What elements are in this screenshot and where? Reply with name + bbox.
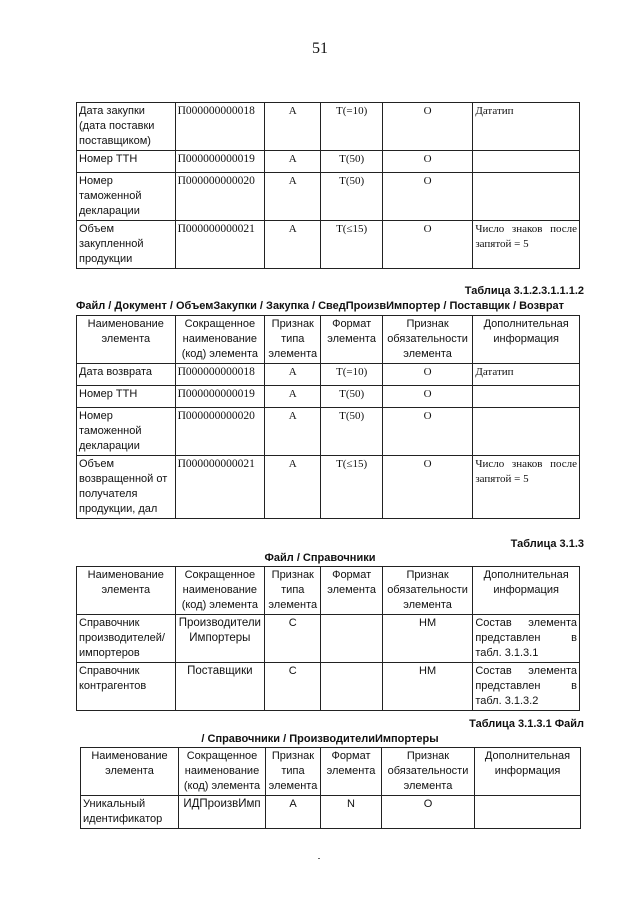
table-row xyxy=(77,663,580,711)
table-row xyxy=(77,151,580,173)
cell-format: Т(50) xyxy=(321,386,382,408)
cell-type-flag: А xyxy=(265,173,321,221)
table-path: Файл / Документ / ОбъемЗакупки / Закупка / СведПроизвИмпортер / Поставщик / Возврат xyxy=(75,300,565,312)
cell-element-code: П000000000020 xyxy=(175,173,265,221)
cell-additional-info xyxy=(473,151,580,173)
cell-element-name: Номер ТТН xyxy=(77,386,176,408)
cell-required-flag: О xyxy=(382,173,473,221)
table-row xyxy=(77,221,580,269)
table-header-row xyxy=(81,748,581,796)
column-header: Дополнительная информация xyxy=(473,316,580,364)
cell-format xyxy=(321,663,382,711)
column-header: Признак типа элемента xyxy=(265,316,321,364)
table-label: Таблица 3.1.3.1 Файл xyxy=(469,718,584,730)
table-label: Таблица 3.1.2.3.1.1.1.2 xyxy=(464,285,584,297)
cell-required-flag: О xyxy=(382,408,473,456)
table-row xyxy=(77,615,580,663)
column-header: Признак обязательности элемента xyxy=(382,316,473,364)
cell-additional-info: Состав элемента представлен в табл. 3.1.3.2 xyxy=(473,663,580,711)
cell-additional-info xyxy=(475,796,581,829)
cell-format: Т(50) xyxy=(321,173,382,221)
cell-required-flag: НМ xyxy=(382,615,473,663)
cell-required-flag: НМ xyxy=(382,663,473,711)
scan-mark xyxy=(318,858,320,859)
cell-format: Т(≤15) xyxy=(321,221,382,269)
table-row xyxy=(77,408,580,456)
table-label: Таблица 3.1.3 xyxy=(510,538,584,550)
cell-element-name: Справочник производителей/ импортеров xyxy=(77,615,176,663)
cell-additional-info xyxy=(473,386,580,408)
cell-additional-info: Число знаков после запятой = 5 xyxy=(473,456,580,519)
cell-additional-info: Число знаков после запятой = 5 xyxy=(473,221,580,269)
table-path: Файл / Справочники xyxy=(264,552,376,564)
cell-required-flag: О xyxy=(382,151,473,173)
column-header: Дополнительная информация xyxy=(475,748,581,796)
cell-element-code: П000000000021 xyxy=(175,456,265,519)
cell-element-code: П000000000021 xyxy=(175,221,265,269)
cell-type-flag: А xyxy=(265,103,321,151)
cell-type-flag: А xyxy=(266,796,321,829)
cell-type-flag: А xyxy=(265,364,321,386)
cell-element-code: ПроизводителиИмпортеры xyxy=(175,615,265,663)
table-row xyxy=(77,456,580,519)
column-header: Сокращенное наименование (код) элемента xyxy=(179,748,266,796)
cell-element-code: ИДПроизвИмп xyxy=(179,796,266,829)
page-number: 51 xyxy=(312,40,328,57)
cell-additional-info: Состав элемента представлен в табл. 3.1.3.1 xyxy=(473,615,580,663)
column-header: Наименование элемента xyxy=(81,748,179,796)
column-header: Сокращенное наименование (код) элемента xyxy=(175,567,265,615)
cell-element-code: П000000000019 xyxy=(175,151,265,173)
cell-element-name: Номер таможенной декларации xyxy=(77,173,176,221)
column-header: Признак типа элемента xyxy=(266,748,321,796)
column-header: Признак обязательности элемента xyxy=(382,748,475,796)
table-producers-importers xyxy=(80,747,581,829)
column-header: Формат элемента xyxy=(321,567,382,615)
column-header: Признак обязательности элемента xyxy=(382,567,473,615)
cell-type-flag: С xyxy=(265,663,321,711)
cell-required-flag: О xyxy=(382,456,473,519)
column-header: Формат элемента xyxy=(321,748,382,796)
cell-type-flag: А xyxy=(265,408,321,456)
table-purchase-continuation xyxy=(76,102,580,269)
table-directories xyxy=(76,566,580,711)
cell-format: Т(≤15) xyxy=(321,456,382,519)
cell-element-code: П000000000018 xyxy=(175,364,265,386)
table-row xyxy=(77,364,580,386)
table-row xyxy=(77,173,580,221)
cell-additional-info: Дататип xyxy=(473,103,580,151)
column-header: Наименование элемента xyxy=(77,316,176,364)
cell-required-flag: О xyxy=(382,221,473,269)
cell-format: Т(50) xyxy=(321,408,382,456)
cell-required-flag: О xyxy=(382,386,473,408)
cell-element-name: Номер ТТН xyxy=(77,151,176,173)
cell-format: Т(=10) xyxy=(321,364,382,386)
cell-element-name: Номер таможенной декларации xyxy=(77,408,176,456)
cell-type-flag: А xyxy=(265,456,321,519)
table-row xyxy=(77,103,580,151)
cell-required-flag: О xyxy=(382,103,473,151)
column-header: Формат элемента xyxy=(321,316,382,364)
cell-element-code: П000000000019 xyxy=(175,386,265,408)
table-header-row xyxy=(77,316,580,364)
cell-element-name: Дата закупки (дата поставки поставщиком) xyxy=(77,103,176,151)
cell-additional-info xyxy=(473,408,580,456)
table-row xyxy=(81,796,581,829)
column-header: Наименование элемента xyxy=(77,567,176,615)
table-path: / Справочники / ПроизводителиИмпортеры xyxy=(201,733,439,745)
table-header-row xyxy=(77,567,580,615)
cell-element-name: Уникальный идентификатор xyxy=(81,796,179,829)
cell-type-flag: А xyxy=(265,221,321,269)
cell-type-flag: С xyxy=(265,615,321,663)
cell-required-flag: О xyxy=(382,796,475,829)
cell-type-flag: А xyxy=(265,386,321,408)
cell-type-flag: А xyxy=(265,151,321,173)
column-header: Сокращенное наименование (код) элемента xyxy=(175,316,265,364)
column-header: Признак типа элемента xyxy=(265,567,321,615)
cell-additional-info xyxy=(473,173,580,221)
cell-element-code: П000000000018 xyxy=(175,103,265,151)
table-row xyxy=(77,386,580,408)
cell-element-name: Объем закупленной продукции xyxy=(77,221,176,269)
cell-format xyxy=(321,615,382,663)
column-header: Дополнительная информация xyxy=(473,567,580,615)
cell-element-code: Поставщики xyxy=(175,663,265,711)
cell-format: Т(50) xyxy=(321,151,382,173)
cell-format: Т(=10) xyxy=(321,103,382,151)
cell-element-name: Объем возвращенной от получателя продукции, дал xyxy=(77,456,176,519)
cell-element-name: Справочник контрагентов xyxy=(77,663,176,711)
cell-format: N xyxy=(321,796,382,829)
cell-required-flag: О xyxy=(382,364,473,386)
cell-additional-info: Дататип xyxy=(473,364,580,386)
cell-element-name: Дата возврата xyxy=(77,364,176,386)
cell-element-code: П000000000020 xyxy=(175,408,265,456)
table-return xyxy=(76,315,580,519)
